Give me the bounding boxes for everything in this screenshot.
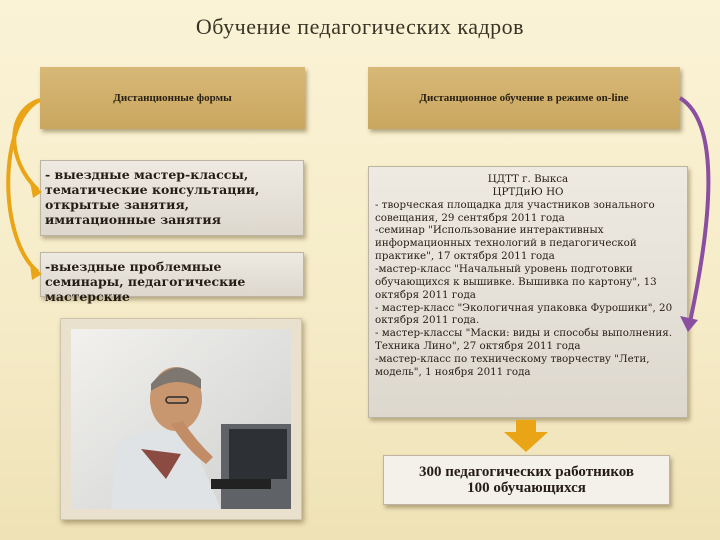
online-event-item: - мастер-классы "Маски: виды и способы выполнения. Техника Лино", 27 октября 2011 года xyxy=(375,327,672,353)
result-teachers: 300 педагогических работников xyxy=(418,463,635,480)
online-event-item: - мастер-класс "Экологичная упаковка Фурошики", 20 октября 2011 года. xyxy=(375,301,673,327)
online-center-name-2: ЦРТДиЮ НО xyxy=(492,185,564,198)
online-event-item: - творческая площадка для участников зонального совещания, 29 сентября 2011 года xyxy=(375,198,655,224)
result-students: 100 обучающихся xyxy=(467,480,586,496)
box-masterclasses: - выездные мастер-классы, тематические консультации, открытые занятия, имитационные занятия xyxy=(40,160,304,236)
online-event-item: -мастер-класс по техническому творчеству "Лети, модель", 1 ноября 2011 года xyxy=(375,353,650,378)
online-event-item: -мастер-класс "Начальный уровень подготовки обучающихся к вышивке. Вышивка по картону", 13 октября 2011 года xyxy=(375,263,657,301)
online-center-name: ЦДТТ г. Выкса xyxy=(487,173,569,185)
online-event-item: -семинар "Использование интерактивных информационных технологий в педагогической практике", 17 октября 2011 года xyxy=(375,224,637,263)
page-title: Обучение педагогических кадров xyxy=(195,14,525,39)
header-online-learning: Дистанционное обучение в режиме on-line xyxy=(368,67,680,129)
header-distance-forms: Дистанционные формы xyxy=(40,67,305,129)
box-seminars: -выездные проблемные семинары, педагогические мастерские xyxy=(40,252,304,297)
